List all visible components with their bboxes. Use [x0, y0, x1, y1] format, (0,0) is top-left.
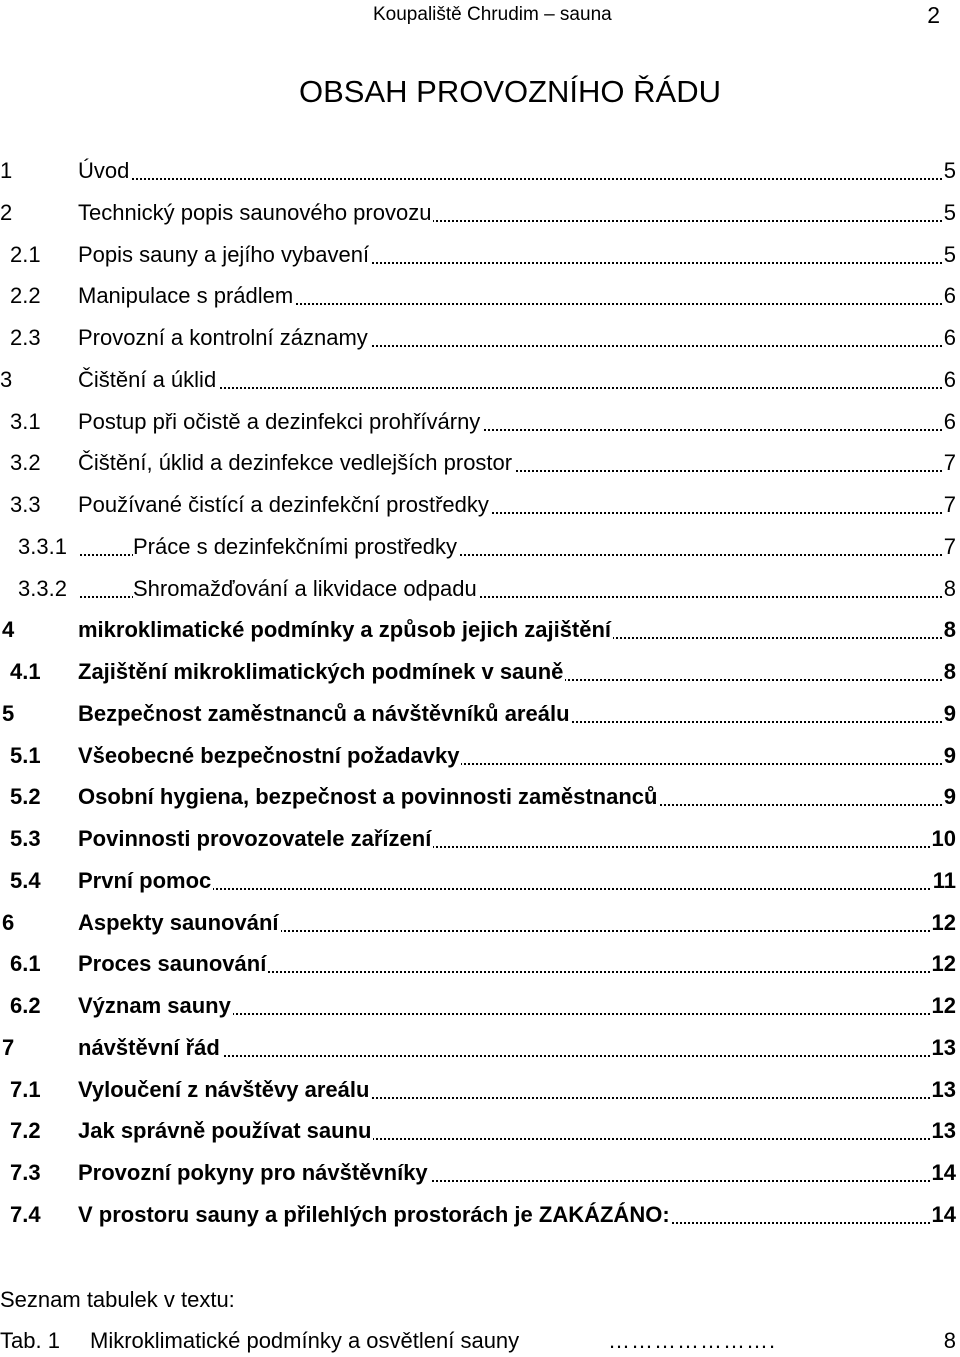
toc-number: 7.2 — [10, 1118, 41, 1144]
toc-number: 6.1 — [10, 951, 41, 977]
toc-entry[interactable] — [0, 693, 960, 735]
toc-number: 1 — [0, 158, 13, 183]
table-page: 8 — [943, 1328, 956, 1353]
toc-title: Bezpečnost zaměstnanců a návštěvníků areálu — [78, 700, 570, 726]
toc-number: 5.2 — [10, 784, 41, 810]
toc-page: 12 — [931, 909, 956, 935]
table-title: Mikroklimatické podmínky a osvětlení sauny — [90, 1328, 520, 1353]
table-leader: …………………. — [608, 1328, 777, 1353]
toc-entry[interactable] — [0, 568, 960, 610]
toc-entry[interactable] — [0, 818, 960, 860]
toc-number: 2.1 — [10, 241, 41, 267]
toc-page: 10 — [931, 826, 956, 851]
toc-number: 7.1 — [10, 1076, 41, 1102]
toc-title: Proces saunování — [78, 951, 267, 977]
toc-title: Čištění a úklid — [78, 366, 217, 392]
toc-entry[interactable] — [0, 1069, 960, 1111]
toc-entry[interactable] — [0, 150, 960, 192]
toc-page: 11 — [932, 867, 956, 893]
toc-entry[interactable] — [0, 401, 960, 443]
toc-page: 5 — [943, 158, 956, 183]
toc-title: Provozní pokyny pro návštěvníky — [78, 1160, 428, 1185]
toc-entry[interactable] — [0, 902, 960, 944]
toc-entry[interactable] — [0, 985, 960, 1027]
tables-list-heading: Seznam tabulek v textu: — [0, 1287, 235, 1312]
toc-title: První pomoc — [78, 867, 212, 893]
toc-entry[interactable] — [0, 484, 960, 526]
toc-number: 3.1 — [10, 408, 41, 434]
toc-leader — [80, 178, 946, 180]
toc-page: 5 — [943, 241, 956, 267]
toc-page: 12 — [931, 951, 956, 977]
toc-entry[interactable] — [0, 776, 960, 818]
toc-page: 8 — [943, 659, 956, 684]
page-header — [0, 0, 960, 30]
toc-page: 6 — [943, 283, 956, 309]
toc-title: Čištění, úklid a dezinfekce vedlejších prostor — [78, 450, 513, 476]
toc-title: Jak správně používat saunu — [78, 1118, 372, 1144]
toc-page: 7 — [943, 492, 956, 517]
toc-entry[interactable] — [0, 442, 960, 484]
toc-title: mikroklimatické podmínky a způsob jejich zajištění — [78, 617, 612, 643]
toc-page: 5 — [943, 199, 956, 225]
toc-number: 7.4 — [10, 1201, 41, 1227]
toc-page: 9 — [943, 784, 956, 810]
toc-number: 3.2 — [10, 450, 41, 476]
toc-title: Popis sauny a jejího vybavení — [78, 241, 370, 267]
toc-number: 3 — [0, 366, 13, 392]
toc-entry[interactable] — [0, 1152, 960, 1194]
toc-title: Význam sauny — [78, 993, 231, 1018]
toc-title: V prostoru sauny a přilehlých prostorách je ZAKÁZÁNO: — [78, 1201, 670, 1227]
header-page-number: 2 — [927, 2, 940, 28]
toc-number: 3.3 — [10, 492, 41, 517]
toc-number: 5.1 — [10, 742, 41, 768]
toc-title: Práce s dezinfekčními prostředky — [133, 533, 458, 559]
toc-entry[interactable] — [0, 860, 960, 902]
toc-page: 13 — [931, 1118, 956, 1144]
toc-entry[interactable] — [0, 526, 960, 568]
toc-title: návštěvní řád — [78, 1034, 220, 1060]
toc-title: Manipulace s prádlem — [78, 283, 294, 309]
toc-page: 14 — [931, 1160, 956, 1185]
toc-entry[interactable] — [0, 735, 960, 777]
toc-page: 7 — [943, 450, 956, 476]
toc-number: 5.3 — [10, 826, 41, 851]
toc-title: Všeobecné bezpečnostní požadavky — [78, 742, 460, 768]
toc-number: 5.4 — [10, 867, 41, 893]
toc-entry[interactable] — [0, 317, 960, 359]
toc-number: 7 — [2, 1034, 15, 1060]
toc-entry[interactable] — [0, 192, 960, 234]
tables-list-entry[interactable] — [0, 1328, 960, 1356]
table-number: Tab. 1 — [0, 1328, 60, 1353]
toc-number: 4 — [2, 617, 15, 643]
toc-number: 5 — [2, 700, 15, 726]
toc-page: 8 — [943, 575, 956, 601]
toc-entry[interactable] — [0, 275, 960, 317]
toc-title: Povinnosti provozovatele zařízení — [78, 826, 432, 851]
toc-page: 13 — [931, 1076, 956, 1102]
toc-title: Provozní a kontrolní záznamy — [78, 325, 368, 350]
toc-title: Technický popis saunového provozu — [78, 199, 432, 225]
toc-entry[interactable] — [0, 234, 960, 276]
toc-entry[interactable] — [0, 1194, 960, 1236]
toc-title: Používané čistící a dezinfekční prostředky — [78, 492, 489, 517]
toc-title: Postup při očistě a dezinfekci prohřívárny — [78, 408, 481, 434]
toc-title: Aspekty saunování — [78, 909, 279, 935]
toc-number: 2 — [0, 199, 13, 225]
toc-title: Zajištění mikroklimatických podmínek v sauně — [78, 659, 564, 684]
toc-number: 6 — [2, 909, 15, 935]
toc-page: 9 — [943, 700, 956, 726]
header-title: Koupaliště Chrudim – sauna — [373, 4, 612, 25]
toc-page: 14 — [931, 1201, 956, 1227]
toc-page: 6 — [943, 366, 956, 392]
toc-page: 8 — [943, 617, 956, 643]
toc-title: Osobní hygiena, bezpečnost a povinnosti zaměstnanců — [78, 784, 658, 810]
toc-entry[interactable] — [0, 609, 960, 651]
toc-entry[interactable] — [0, 1110, 960, 1152]
toc-page: 13 — [931, 1034, 956, 1060]
toc-number: 6.2 — [10, 993, 41, 1018]
toc-number: 3.3.1 — [18, 533, 67, 559]
document-title: OBSAH PROVOZNÍHO ŘÁDU — [299, 74, 721, 109]
toc-title: Úvod — [78, 158, 130, 183]
toc-number: 4.1 — [10, 659, 41, 684]
toc-title: Vyloučení z návštěvy areálu — [78, 1076, 370, 1102]
toc-entry[interactable] — [0, 1027, 960, 1069]
toc-number: 2.2 — [10, 283, 41, 309]
toc-number: 7.3 — [10, 1160, 41, 1185]
toc-title: Shromažďování a likvidace odpadu — [133, 575, 477, 601]
toc-page: 7 — [943, 533, 956, 559]
toc-entry[interactable] — [0, 943, 960, 985]
toc-page: 9 — [943, 742, 956, 768]
table-of-contents — [0, 150, 960, 1236]
toc-number: 3.3.2 — [18, 575, 67, 601]
toc-page: 6 — [943, 408, 956, 434]
toc-page: 6 — [943, 325, 956, 350]
toc-entry[interactable] — [0, 651, 960, 693]
toc-number: 2.3 — [10, 325, 41, 350]
toc-entry[interactable] — [0, 359, 960, 401]
toc-page: 12 — [931, 993, 956, 1018]
